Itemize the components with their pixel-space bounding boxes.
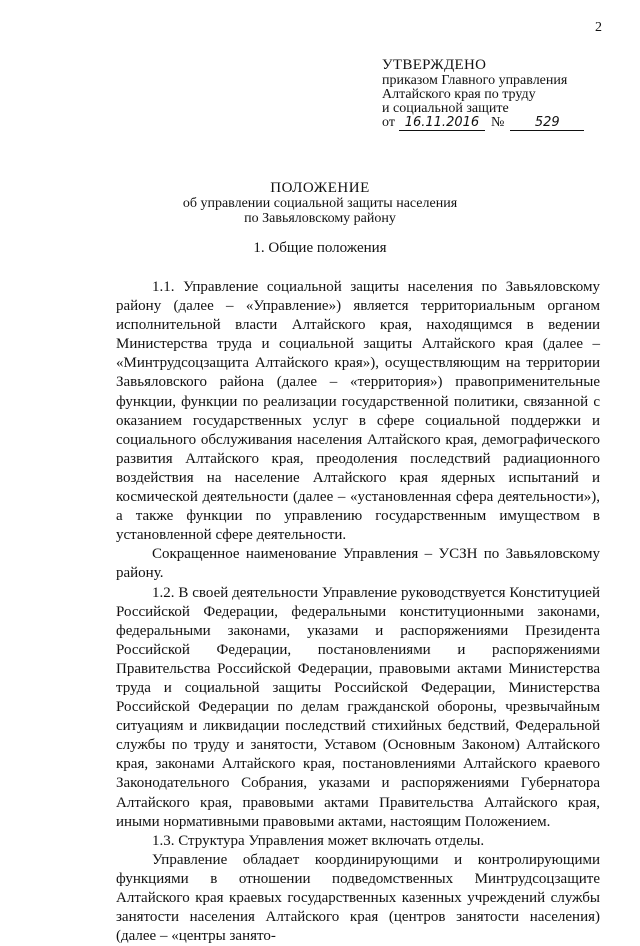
page-number: 2 <box>595 20 602 35</box>
paragraph-coordination: Управление обладает координирующими и контролирующими функциями в отношении подведомственных Минтрудсоцзащите Алтайского края краевых государственных казенных учреждений службы занятости населения Алтайского края (центров занятости населения) (далее – «центры занято- <box>116 851 600 945</box>
document-body <box>116 278 600 946</box>
approval-line-1: приказом Главного управления <box>382 73 568 88</box>
approval-stamp <box>382 58 612 131</box>
approval-line-2: Алтайского края по труду <box>382 87 536 102</box>
paragraph-1-3: 1.3. Структура Управления может включать отделы. <box>152 832 485 849</box>
paragraph-short-name: Сокращенное наименование Управления – УСЗН по Завьяловскому району. <box>116 546 600 582</box>
approval-line-3: и социальной защите <box>382 101 509 116</box>
title-sub-1: об управлении социальной защиты населения <box>182 196 458 211</box>
date-prefix: от <box>382 115 395 130</box>
title-main: ПОЛОЖЕНИЕ <box>270 180 370 196</box>
handwritten-number: 529 <box>510 116 584 131</box>
approval-heading: УТВЕРЖДЕНО <box>382 57 487 73</box>
section-heading: 1. Общие положения <box>253 240 387 256</box>
paragraph-1-2: 1.2. В своей деятельности Управление руководствуется Конституцией Российской Федерации, федеральными конституционными законами, федеральными законами, указами и распоряжениями Президента Российской Федерации, постановлениями и распоряжениями Правительства Российской Федерации, правовыми актами Министерства труда и социальной защиты Российской Федерации, Министерства Российской Федерации по делам гражданской обороны, чрезвычайным ситуациям и ликвидации последствий стихийных бедствий, Федеральной службы по труду и занятости, Уставом (Основным Законом) Алтайского края, законами Алтайского края, постановлениями Алтайского краевого Законодательного Собрания, указами и распоряжениями Губернатора Алтайского края, правовыми актами Правительства Алтайского края, иными нормативными правовыми актами, настоящим Положением. <box>116 584 600 830</box>
title-sub-2: по Завьяловскому району <box>244 211 396 226</box>
paragraph-1-1: 1.1. Управление социальной защиты населения по Завьяловскому району (далее – «Управление») является территориальным органом исполнительной власти Алтайского края, находящимся в ведении Министерства труда и социальной защиты Алтайского края (далее – «Минтрудсоцзащита Алтайского края»), осуществляющим на территории Завьяловского района (далее – «территория») правоприменительные функции, функции по реализации государственной политики, связанной с оказанием государственных услуг в сфере социальной поддержки и социального обслуживания населения Алтайского края, демографического развития Алтайского края, преодоления последствий радиационного воздействия на население Алтайского края ядерных испытаний и космической деятельности (далее – «установленная сфера деятельности»), а также функции по управлению государственным имуществом в установленной сфере деятельности. <box>116 279 600 544</box>
number-prefix: № <box>490 115 505 130</box>
document-title <box>0 181 640 226</box>
handwritten-date: 16.11.2016 <box>399 116 485 131</box>
approval-date-number-row <box>382 116 612 131</box>
